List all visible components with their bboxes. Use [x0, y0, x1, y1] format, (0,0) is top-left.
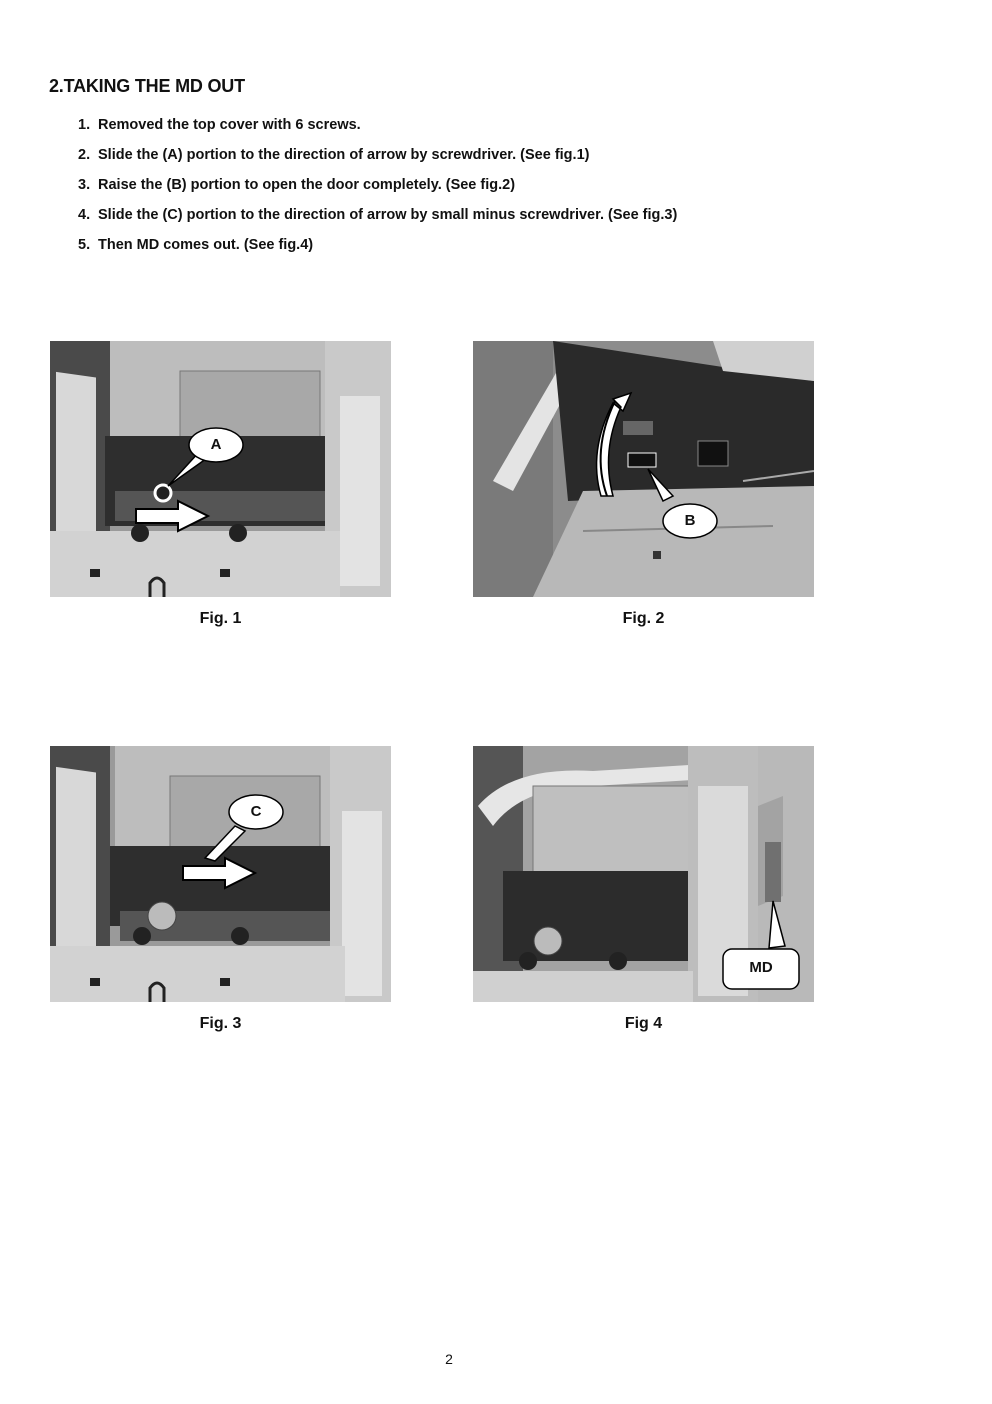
- step-item: [78, 236, 677, 266]
- figure-3-caption: Fig. 3: [199, 1015, 242, 1032]
- step-number: 1.: [78, 117, 91, 133]
- step-item: [78, 176, 677, 206]
- page-number: 2: [445, 1351, 453, 1367]
- figure-4-photo: [473, 746, 814, 1002]
- step-number: 5.: [78, 237, 91, 253]
- step-text: Slide the (C) portion to the direction of arrow by small minus screwdriver. (See fig.3): [98, 207, 678, 223]
- figure-1-photo: [50, 341, 391, 597]
- step-text: Removed the top cover with 6 screws.: [98, 117, 361, 133]
- callout-b-label: B: [684, 512, 696, 529]
- step-item: [78, 146, 677, 176]
- section-number: 2.: [49, 76, 64, 96]
- callout-md-label: MD: [749, 959, 773, 976]
- step-text: Raise the (B) portion to open the door completely. (See fig.2): [98, 177, 516, 193]
- section-title: TAKING THE MD OUT: [63, 76, 245, 96]
- section-heading: [49, 76, 245, 97]
- step-number: 4.: [78, 207, 91, 223]
- step-item: [78, 116, 677, 146]
- step-text: Then MD comes out. (See fig.4): [98, 237, 314, 253]
- figure-2-drawing: [473, 341, 814, 597]
- step-number: 3.: [78, 177, 91, 193]
- figure-2-photo: [473, 341, 814, 597]
- figure-2-caption: Fig. 2: [622, 610, 665, 627]
- callout-c-label: C: [250, 803, 262, 820]
- step-text: Slide the (A) portion to the direction of arrow by screwdriver. (See fig.1): [98, 147, 590, 163]
- figure-4-caption: Fig 4: [624, 1015, 663, 1032]
- figure-3-drawing: [50, 746, 391, 1002]
- figure-1-drawing: [50, 341, 391, 597]
- callout-a-label: A: [210, 436, 222, 453]
- figure-1-caption: Fig. 1: [199, 610, 242, 627]
- steps-list: [78, 116, 677, 266]
- figure-3-photo: [50, 746, 391, 1002]
- step-item: [78, 206, 677, 236]
- step-number: 2.: [78, 147, 91, 163]
